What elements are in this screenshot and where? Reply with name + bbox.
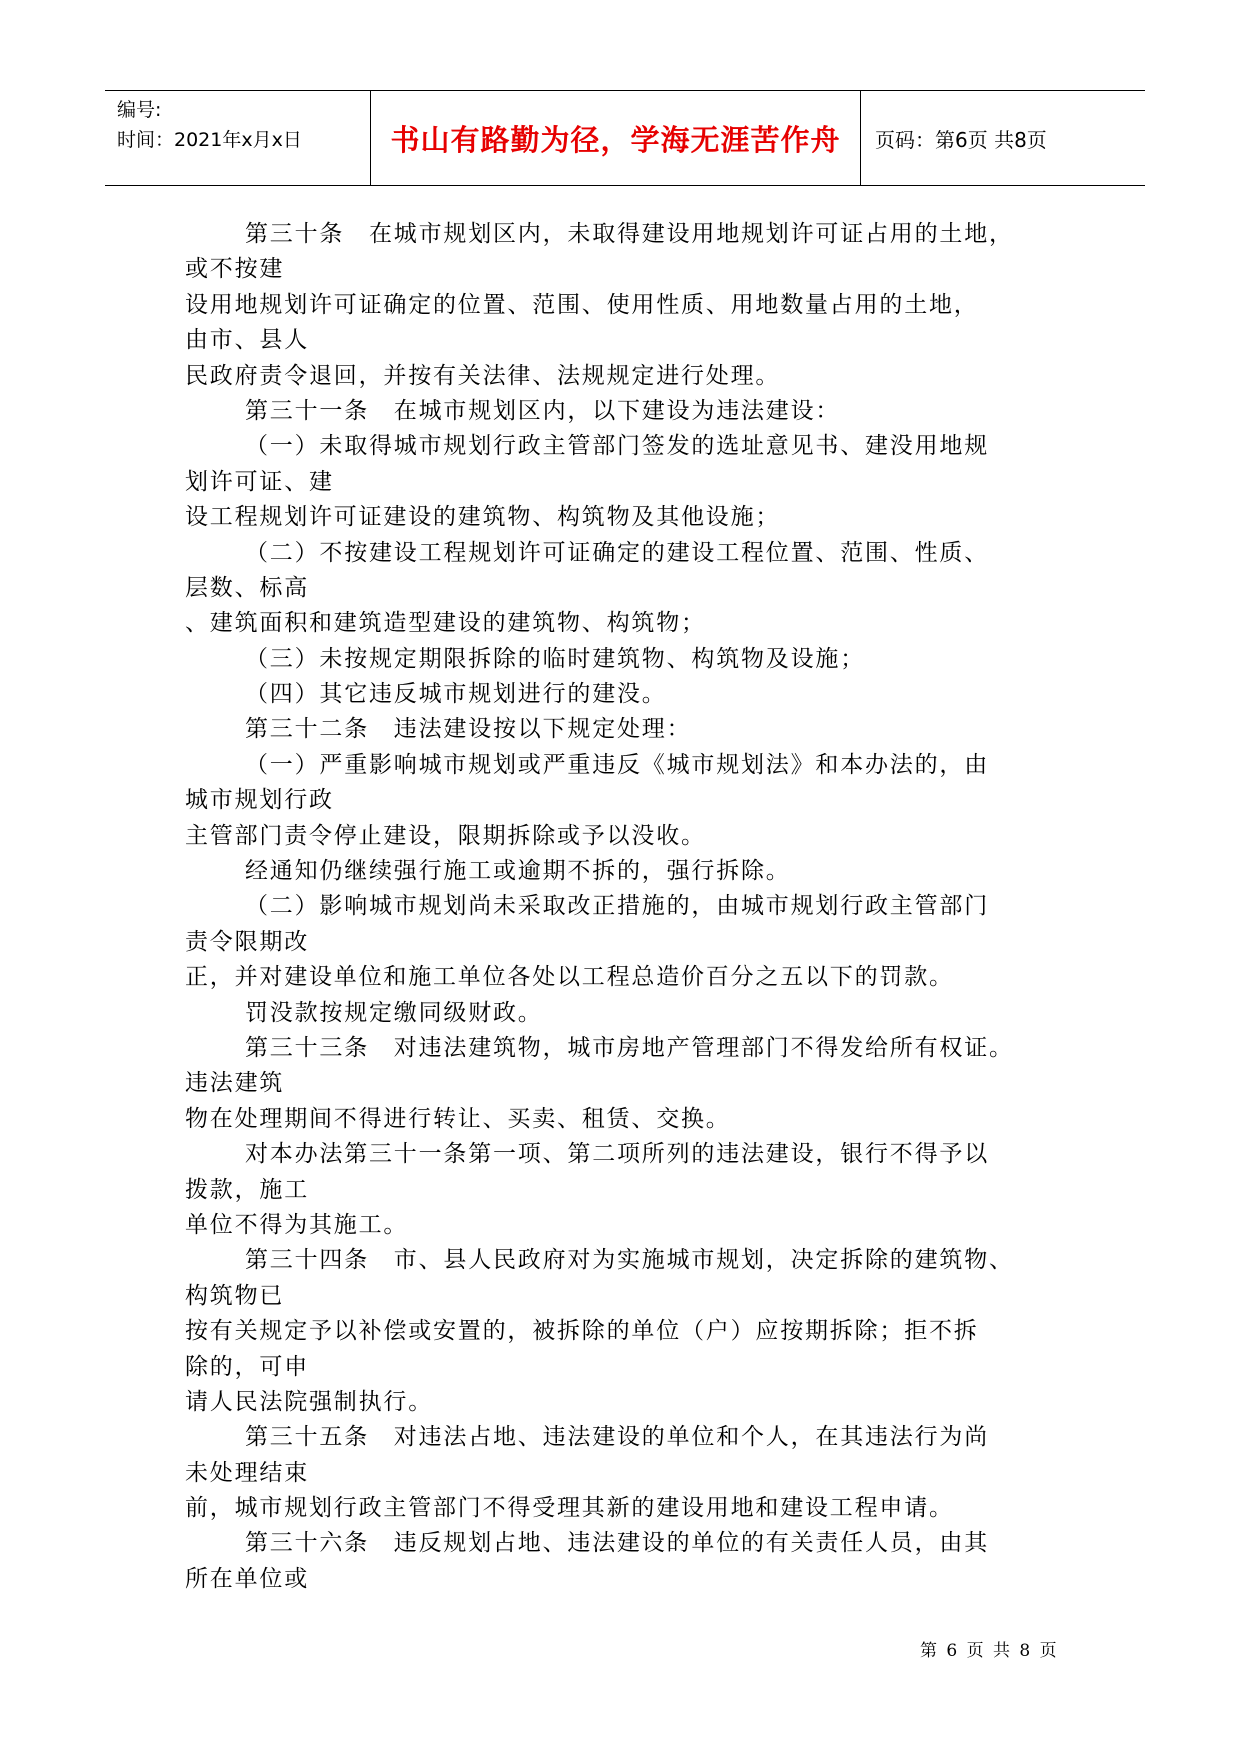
paragraph-line: 前，城市规划行政主管部门不得受理其新的建设用地和建设工程申请。 — [185, 1495, 954, 1522]
header-page-number: 页码：第6页 共8页 — [875, 127, 1047, 152]
header-divider-right — [860, 91, 861, 185]
paragraph-line: 设用地规划许可证确定的位置、范围、使用性质、用地数量占用的土地， — [185, 291, 979, 318]
paragraph-line: 违法建筑 — [185, 1070, 285, 1097]
paragraph-line-indented: （一）严重影响城市规划或严重违反《城市规划法》和本办法的，由 — [245, 751, 989, 778]
paragraph-line-indented: （四）其它违反城市规划进行的建没。 — [245, 681, 667, 708]
paragraph-line-indented: 第三十条 在城市规划区内，未取得建设用地规划许可证占用的土地， — [245, 221, 1014, 247]
paragraph-line: 构筑物已 — [185, 1282, 285, 1309]
paragraph-line-indented: 第三十四条 市、县人民政府对为实施城市规划，决定拆除的建筑物、 — [245, 1247, 1014, 1274]
paragraph-line: 未处理结束 — [185, 1459, 309, 1486]
paragraph-line: 拨款，施工 — [185, 1176, 309, 1203]
time-label: 时间：2021年x月x日 — [117, 129, 302, 151]
paragraph-line-indented: 对本办法第三十一条第一项、第二项所列的违法建设，银行不得予以 — [245, 1141, 989, 1168]
paragraph-line-indented: 第三十一条 在城市规划区内，以下建设为违法建设： — [245, 397, 841, 424]
paragraph-line: 设工程规划许可证建设的建筑物、构筑物及其他设施； — [185, 504, 781, 531]
paragraph-line: 主管部门责令停止建设，限期拆除或予以没收。 — [185, 822, 706, 849]
paragraph-line-indented: 罚没款按规定缴同级财政。 — [245, 999, 543, 1026]
paragraph-line-indented: 第三十二条 违法建设按以下规定处理： — [245, 716, 692, 743]
paragraph-line: 请人民法院强制执行。 — [185, 1388, 433, 1415]
paragraph-line-indented: 第三十六条 违反规划占地、违法建设的单位的有关责任人员，由其 — [245, 1530, 989, 1557]
serial-number-label: 编号: — [117, 99, 162, 121]
paragraph-line: 、建筑面积和建筑造型建设的建筑物、构筑物； — [185, 610, 706, 637]
header-meta — [117, 95, 367, 155]
paragraph-line: 按有关规定予以补偿或安置的，被拆除的单位（户）应按期拆除；拒不拆 — [185, 1318, 979, 1345]
paragraph-line: 责令限期改 — [185, 928, 309, 955]
paragraph-line-indented: 经通知仍继续强行施工或逾期不拆的，强行拆除。 — [245, 858, 791, 885]
paragraph-line: 城市规划行政 — [185, 787, 334, 814]
paragraph-line: 由市、县人 — [185, 327, 309, 354]
document-body — [185, 217, 1065, 1597]
document-header — [105, 90, 1145, 186]
paragraph-line: 划许可证、建 — [185, 468, 334, 495]
paragraph-line: 正，并对建设单位和施工单位各处以工程总造价百分之五以下的罚款。 — [185, 964, 954, 991]
paragraph-line: 所在单位或 — [185, 1565, 309, 1592]
paragraph-line: 层数、标高 — [185, 574, 309, 601]
header-motto: 书山有路勤为径，学海无涯苦作舟 — [390, 122, 841, 157]
page-footer: 第 6 页 共 8 页 — [920, 1641, 1059, 1661]
paragraph-line-indented: （三）未按规定期限拆除的临时建筑物、构筑物及设施； — [245, 645, 865, 672]
paragraph-line: 或不按建 — [185, 256, 285, 283]
paragraph-line-indented: （一）未取得城市规划行政主管部门签发的选址意见书、建没用地规 — [245, 433, 989, 460]
paragraph-line-indented: 第三十五条 对违法占地、违法建设的单位和个人，在其违法行为尚 — [245, 1424, 989, 1451]
paragraph-line-indented: 第三十三条 对违法建筑物，城市房地产管理部门不得发给所有权证。 — [245, 1034, 1014, 1061]
paragraph-line: 单位不得为其施工。 — [185, 1211, 409, 1238]
paragraph-line: 除的，可申 — [185, 1353, 309, 1380]
paragraph-line-indented: （二）不按建设工程规划许可证确定的建设工程位置、范围、性质、 — [245, 539, 989, 566]
paragraph-line: 民政府责令退回，并按有关法律、法规规定进行处理。 — [185, 362, 781, 389]
paragraph-line: 物在处理期间不得进行转让、买卖、租赁、交换。 — [185, 1105, 731, 1132]
paragraph-line-indented: （二）影响城市规划尚未采取改正措施的，由城市规划行政主管部门 — [245, 893, 989, 920]
